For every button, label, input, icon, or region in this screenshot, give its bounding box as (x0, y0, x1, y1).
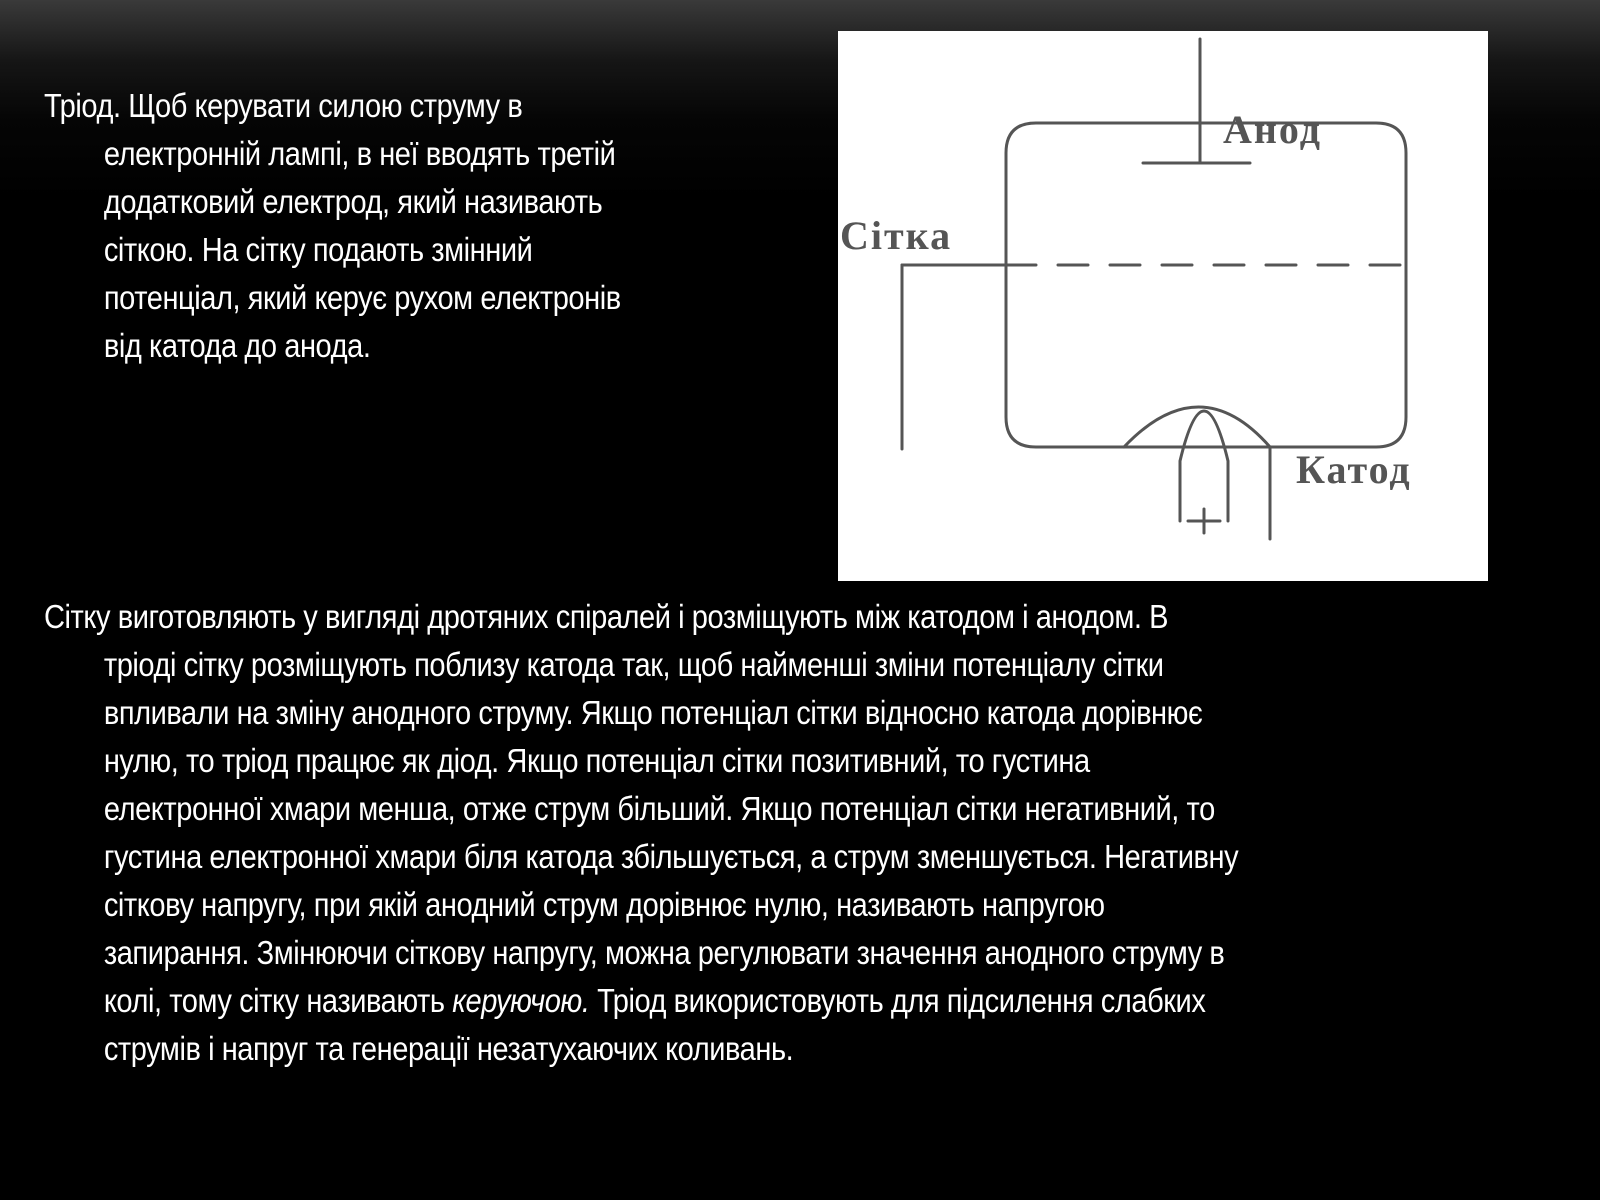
intro-line: електронній лампі, в неї вводять третій (103, 135, 616, 172)
triode-diagram-svg (838, 31, 1488, 581)
intro-paragraph (44, 82, 621, 370)
cathode-filament (1180, 411, 1228, 521)
body-line: Сітку виготовляють у вигляді дротяних спіралей і розміщують між катодом і анодом. В (44, 598, 1169, 635)
tube-envelope (1006, 123, 1406, 447)
body-line: впливали на зміну анодного струму. Якщо потенціал сітки відносно катода дорівнює (103, 694, 1203, 731)
body-line: електронної хмари менша, отже струм більший. Якщо потенціал сітки негативний, то (103, 790, 1215, 827)
body-line: нулю, то тріод працює як діод. Якщо потенціал сітки позитивний, то густина (103, 742, 1090, 779)
body-line: сіткову напругу, при якій анодний струм дорівнює нулю, називають напругою (103, 886, 1105, 923)
body-text-segment: Тріод використовують для підсилення слабких (589, 982, 1206, 1019)
body-line (44, 977, 1238, 1025)
intro-line: потенціал, який керує рухом електронів (103, 279, 621, 316)
anode-label: Анод (1223, 107, 1323, 152)
triode-diagram (838, 31, 1488, 581)
body-line: густина електронної хмари біля катода збільшується, а струм зменшується. Негативну (103, 838, 1239, 875)
intro-line: додатковий електрод, який називають (103, 183, 603, 220)
emphasis-term: керуючою. (452, 982, 590, 1019)
grid-label: Сітка (840, 213, 953, 258)
cathode-label: Катод (1296, 447, 1412, 492)
intro-line: сіткою. На сітку подають змінний (103, 231, 533, 268)
intro-line: від катода до анода. (103, 327, 371, 364)
cathode-arc (1124, 407, 1270, 447)
body-text-segment: колі, тому сітку називають (103, 982, 453, 1019)
body-line: тріоді сітку розміщують поблизу катода так, щоб найменші зміни потенціалу сітки (103, 646, 1164, 683)
intro-line: Тріод. Щоб керувати силою струму в (44, 87, 523, 124)
body-paragraph (44, 593, 1238, 1073)
body-line: запирання. Змінюючи сіткову напругу, можна регулювати значення анодного струму в (103, 934, 1225, 971)
body-line: струмів і напруг та генерації незатухаючих коливань. (103, 1030, 794, 1067)
